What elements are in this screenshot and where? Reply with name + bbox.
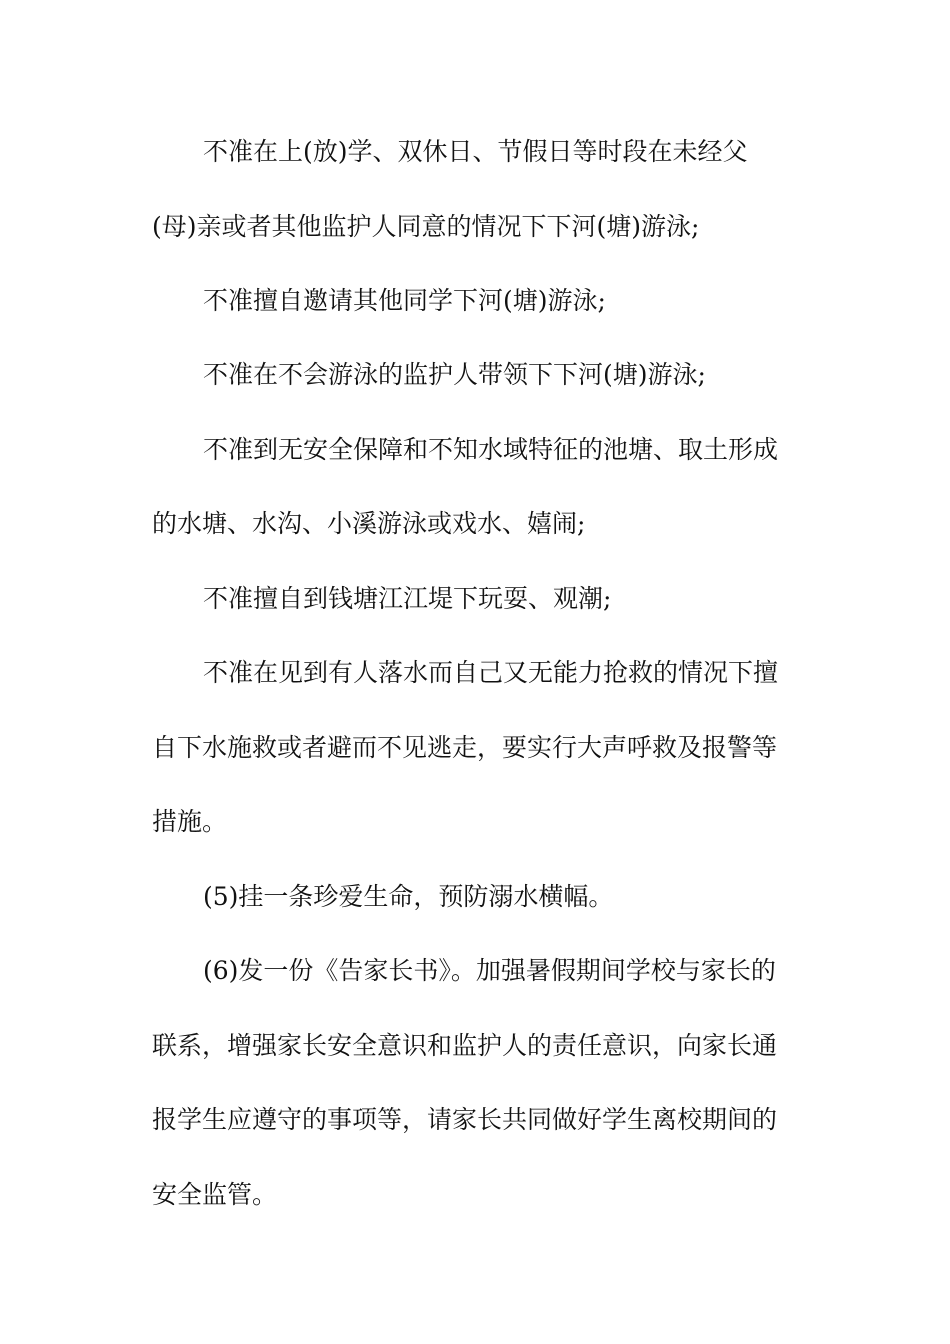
text-line: 安全监管。 xyxy=(152,1180,278,1209)
text-line: 自下水施救或者避而不见逃走，要实行大声呼救及报警等 xyxy=(152,733,778,762)
text-line: 不准到无安全保障和不知水域特征的池塘、取土形成 xyxy=(203,435,779,464)
text-line: 的水塘、水沟、小溪游泳或戏水、嬉闹; xyxy=(152,509,586,538)
text-line: (母)亲或者其他监护人同意的情况下下河(塘)游泳; xyxy=(152,212,700,241)
text-line: 不准在不会游泳的监护人带领下下河(塘)游泳; xyxy=(203,360,706,389)
text-line: 不准擅自邀请其他同学下河(塘)游泳; xyxy=(203,286,606,315)
text-line: 不准擅自到钱塘江江堤下玩耍、观潮; xyxy=(203,584,612,613)
text-line: 联系，增强家长安全意识和监护人的责任意识，向家长通 xyxy=(152,1031,778,1060)
text-line: 报学生应遵守的事项等，请家长共同做好学生离校期间的 xyxy=(152,1105,778,1134)
text-line: (5)挂一条珍爱生命，预防溺水横幅。 xyxy=(203,882,614,911)
text-line: 不准在见到有人落水而自己又无能力抢救的情况下擅 xyxy=(203,658,779,687)
text-line: 措施。 xyxy=(152,807,228,836)
text-line: (6)发一份《告家长书》。加强暑假期间学校与家长的 xyxy=(203,956,776,985)
text-line: 不准在上(放)学、双休日、节假日等时段在未经父 xyxy=(203,137,748,166)
